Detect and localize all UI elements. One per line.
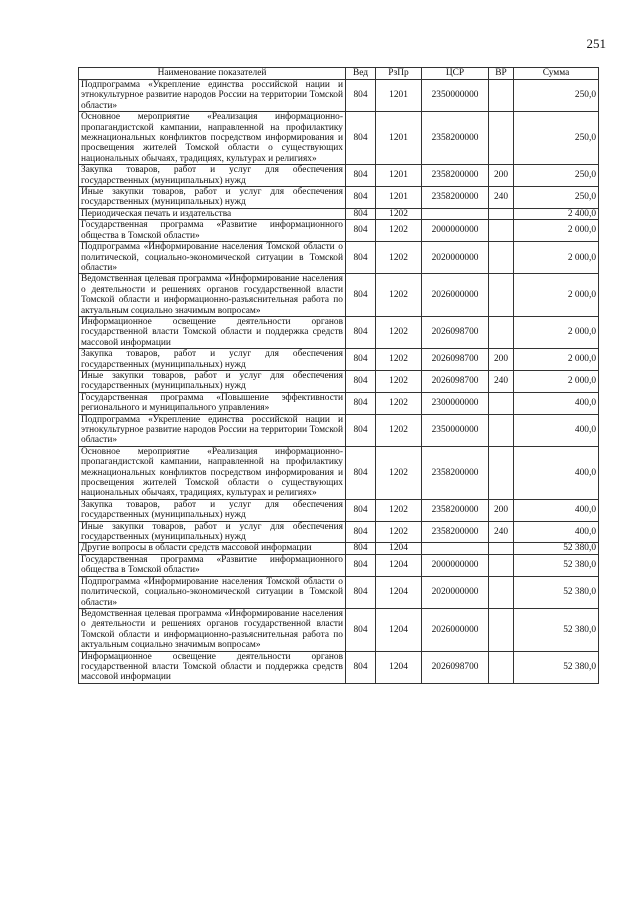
cell-csr: 2358200000 [422,187,489,209]
cell-rzpr: 1202 [376,414,422,446]
cell-rzpr: 1202 [376,349,422,371]
cell-csr: 2000000000 [422,220,489,242]
cell-sum: 2 000,0 [514,242,599,274]
budget-table [78,67,599,684]
cell-vr [489,651,514,683]
cell-sum: 250,0 [514,80,599,112]
cell-csr: 2026098700 [422,349,489,371]
cell-csr [422,208,489,219]
cell-sum: 2 000,0 [514,274,599,317]
cell-csr: 2350000000 [422,80,489,112]
cell-csr: 2026098700 [422,651,489,683]
cell-rzpr: 1201 [376,187,422,209]
cell-name: Закупка товаров, работ и услуг для обеспечения государственных (муниципальных) нужд [79,165,346,187]
table-row [79,392,599,414]
cell-name: Подпрограмма «Информирование населения Томской области о политической, социально-экономической ситуации в Томской области» [79,576,346,608]
cell-vr [489,242,514,274]
table-row [79,220,599,242]
cell-ved: 804 [346,165,376,187]
table-row [79,499,599,521]
cell-ved: 804 [346,554,376,576]
table-row [79,208,599,219]
cell-sum: 2 000,0 [514,370,599,392]
cell-name: Подпрограмма «Информирование населения Томской области о политической, социально-экономической ситуации в Томской области» [79,242,346,274]
cell-csr: 2026000000 [422,608,489,651]
cell-csr: 2358200000 [422,112,489,165]
table-row [79,112,599,165]
cell-ved: 804 [346,112,376,165]
cell-rzpr: 1204 [376,608,422,651]
cell-rzpr: 1201 [376,112,422,165]
table-row [79,274,599,317]
cell-csr: 2026098700 [422,316,489,348]
cell-vr: 200 [489,165,514,187]
cell-ved: 804 [346,220,376,242]
cell-csr: 2358200000 [422,521,489,543]
header-ved: Вед [346,68,376,80]
table-row [79,80,599,112]
table-row [79,651,599,683]
cell-rzpr: 1202 [376,370,422,392]
cell-csr: 2358200000 [422,165,489,187]
table-row [79,576,599,608]
header-rzpr: РзПр [376,68,422,80]
cell-rzpr: 1202 [376,499,422,521]
cell-vr: 200 [489,349,514,371]
cell-name: Закупка товаров, работ и услуг для обеспечения государственных (муниципальных) нужд [79,349,346,371]
cell-ved: 804 [346,446,376,499]
cell-ved: 804 [346,80,376,112]
cell-name: Государственная программа «Повышение эффективности регионального и муниципального управления» [79,392,346,414]
cell-rzpr: 1204 [376,543,422,554]
table-row [79,316,599,348]
cell-vr [489,608,514,651]
table-row [79,242,599,274]
cell-csr: 2350000000 [422,414,489,446]
cell-rzpr: 1201 [376,80,422,112]
cell-name: Государственная программа «Развитие информационного общества в Томской области» [79,554,346,576]
cell-ved: 804 [346,242,376,274]
cell-name: Иные закупки товаров, работ и услуг для обеспечения государственных (муниципальных) нужд [79,187,346,209]
table-row [79,608,599,651]
cell-vr: 240 [489,521,514,543]
cell-name: Основное мероприятие «Реализация информационно-пропагандистской кампании, направленной на профилактику межнациональных конфликтов посредством информирования и просвещения жителей Томской области о существующих национальных обычаях, традициях, культурах и религиях» [79,446,346,499]
cell-name: Подпрограмма «Укрепление единства российской нации и этнокультурное развитие народов России на территории Томской области» [79,80,346,112]
cell-name: Информационное освещение деятельности органов государственной власти Томской области и поддержка средств массовой информации [79,316,346,348]
cell-vr [489,554,514,576]
cell-ved: 804 [346,414,376,446]
cell-name: Иные закупки товаров, работ и услуг для обеспечения государственных (муниципальных) нужд [79,521,346,543]
table-row [79,370,599,392]
cell-ved: 804 [346,187,376,209]
cell-name: Государственная программа «Развитие информационного общества в Томской области» [79,220,346,242]
cell-ved: 804 [346,370,376,392]
table-row [79,521,599,543]
cell-ved: 804 [346,208,376,219]
cell-ved: 804 [346,274,376,317]
table-row [79,543,599,554]
header-vr: ВР [489,68,514,80]
cell-ved: 804 [346,576,376,608]
cell-csr [422,543,489,554]
cell-rzpr: 1204 [376,651,422,683]
header-name: Наименование показателей [79,68,346,80]
cell-vr [489,316,514,348]
cell-sum: 2 000,0 [514,220,599,242]
cell-name: Периодическая печать и издательства [79,208,346,219]
table-row [79,165,599,187]
cell-sum: 400,0 [514,521,599,543]
cell-ved: 804 [346,651,376,683]
cell-sum: 250,0 [514,187,599,209]
cell-rzpr: 1202 [376,274,422,317]
cell-name: Иные закупки товаров, работ и услуг для обеспечения государственных (муниципальных) нужд [79,370,346,392]
table-row [79,414,599,446]
cell-name: Закупка товаров, работ и услуг для обеспечения государственных (муниципальных) нужд [79,499,346,521]
cell-vr: 240 [489,370,514,392]
cell-ved: 804 [346,316,376,348]
cell-name: Ведомственная целевая программа «Информирование населения о деятельности и решениях органов государственной власти Томской области и информационно-разъяснительная работа по актуальным социально значимым вопросам» [79,274,346,317]
header-csr: ЦСР [422,68,489,80]
cell-vr [489,576,514,608]
cell-vr [489,392,514,414]
cell-rzpr: 1202 [376,316,422,348]
cell-sum: 52 380,0 [514,543,599,554]
table-row [79,187,599,209]
header-sum: Сумма [514,68,599,80]
cell-name: Основное мероприятие «Реализация информационно-пропагандистской кампании, направленной на профилактику межнациональных конфликтов посредством информирования и просвещения жителей Томской области о существующих национальных обычаях, традициях, культурах и религиях» [79,112,346,165]
cell-rzpr: 1204 [376,576,422,608]
table-body [79,80,599,684]
table-row [79,554,599,576]
cell-vr: 240 [489,187,514,209]
cell-csr: 2358200000 [422,499,489,521]
cell-csr: 2000000000 [422,554,489,576]
cell-sum: 2 400,0 [514,208,599,219]
cell-sum: 250,0 [514,165,599,187]
cell-sum: 400,0 [514,392,599,414]
cell-ved: 804 [346,608,376,651]
cell-rzpr: 1202 [376,392,422,414]
cell-vr [489,414,514,446]
cell-name: Ведомственная целевая программа «Информирование населения о деятельности и решениях органов государственной власти Томской области и информационно-разъяснительная работа по актуальным социально значимым вопросам» [79,608,346,651]
cell-rzpr: 1202 [376,521,422,543]
cell-vr [489,80,514,112]
cell-vr [489,208,514,219]
cell-sum: 52 380,0 [514,554,599,576]
cell-csr: 2020000000 [422,242,489,274]
cell-ved: 804 [346,543,376,554]
cell-name: Информационное освещение деятельности органов государственной власти Томской области и поддержка средств массовой информации [79,651,346,683]
cell-sum: 250,0 [514,112,599,165]
cell-sum: 400,0 [514,414,599,446]
cell-sum: 52 380,0 [514,651,599,683]
table-row [79,349,599,371]
cell-rzpr: 1204 [376,554,422,576]
table-header [79,68,599,80]
cell-sum: 52 380,0 [514,608,599,651]
cell-csr: 2300000000 [422,392,489,414]
cell-vr [489,274,514,317]
cell-name: Подпрограмма «Укрепление единства российской нации и этнокультурное развитие народов России на территории Томской области» [79,414,346,446]
cell-csr: 2358200000 [422,446,489,499]
cell-rzpr: 1202 [376,220,422,242]
cell-rzpr: 1202 [376,208,422,219]
cell-ved: 804 [346,392,376,414]
cell-vr [489,220,514,242]
cell-ved: 804 [346,349,376,371]
table-row [79,446,599,499]
cell-vr [489,543,514,554]
cell-vr [489,446,514,499]
cell-csr: 2026098700 [422,370,489,392]
cell-vr [489,112,514,165]
cell-ved: 804 [346,521,376,543]
cell-rzpr: 1201 [376,165,422,187]
cell-sum: 2 000,0 [514,349,599,371]
cell-sum: 400,0 [514,499,599,521]
cell-sum: 400,0 [514,446,599,499]
cell-sum: 2 000,0 [514,316,599,348]
cell-ved: 804 [346,499,376,521]
cell-vr: 200 [489,499,514,521]
page-number: 251 [586,36,606,51]
cell-name: Другие вопросы в области средств массовой информации [79,543,346,554]
cell-csr: 2020000000 [422,576,489,608]
cell-rzpr: 1202 [376,242,422,274]
cell-csr: 2026000000 [422,274,489,317]
cell-rzpr: 1202 [376,446,422,499]
cell-sum: 52 380,0 [514,576,599,608]
